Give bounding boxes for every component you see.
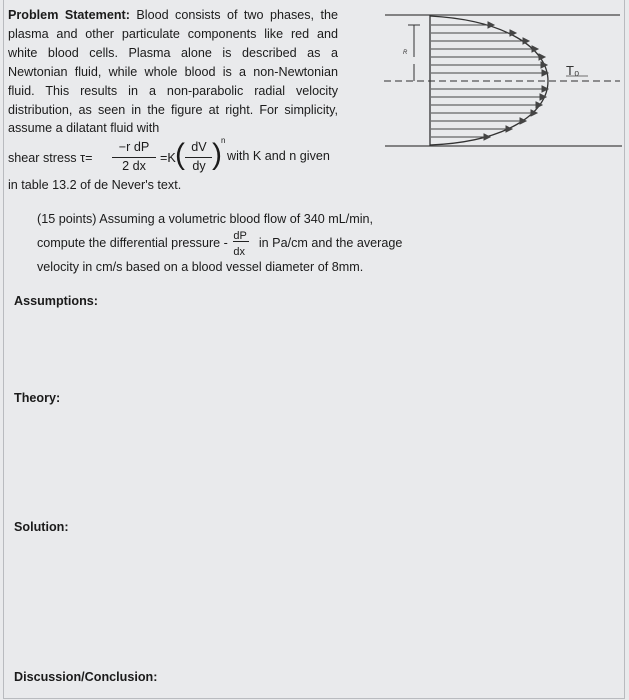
formula-paren-open: ( [175, 138, 185, 171]
problem-label: Problem Statement: [8, 8, 130, 22]
discussion-heading: Discussion/Conclusion: [14, 670, 158, 684]
question-text-b: in Pa/cm and the average [258, 236, 403, 250]
formula-paren-close: ) [212, 138, 222, 171]
arrowhead [531, 110, 537, 116]
theory-heading: Theory: [14, 391, 61, 405]
question-line-3: velocity in cm/s based on a blood vessel diameter of 8mm. [37, 260, 364, 274]
formula-fraction-den: 2 dx [122, 159, 146, 173]
velocity-profile-figure [0, 0, 629, 160]
problem-text: Blood consists of two phases, the plasma and other particulate components like red and white blood cells. Plasma alone is described as a Newtonian fluid, while whole blood is a non-Newtonian fluid. This results in a non-parabolic radial velocity distribution, as seen in the figure at right. For simplicity, assume a dilatant fluid with [8, 8, 339, 136]
dp-label: dP [233, 229, 247, 242]
formula-dv: dV [191, 140, 207, 154]
dp-dx-fraction [231, 229, 255, 258]
handwritten-t0-label: T₀ [566, 63, 580, 78]
formula-suffix: with K and n given [227, 149, 330, 163]
arrowhead [484, 134, 490, 140]
assumptions-heading: Assumptions: [14, 294, 98, 308]
dx-label: dx [233, 245, 245, 258]
question-block [37, 209, 457, 277]
formula-exponent: n [221, 136, 226, 145]
formula-fraction-num: −r dP [118, 140, 150, 154]
table-reference: in table 13.2 of de Never's text. [8, 178, 182, 192]
solution-heading: Solution: [14, 520, 69, 534]
formula-dy: dy [192, 159, 206, 173]
radius-label: R [403, 50, 408, 56]
formula-eq-k: =K [160, 151, 176, 165]
formula-prefix: shear stress τ= [8, 151, 93, 165]
question-line-1: (15 points) Assuming a volumetric blood flow of 340 mL/min, [37, 212, 373, 226]
question-text-a: compute the differential pressure - [37, 236, 228, 250]
question-line-2 [37, 229, 457, 258]
